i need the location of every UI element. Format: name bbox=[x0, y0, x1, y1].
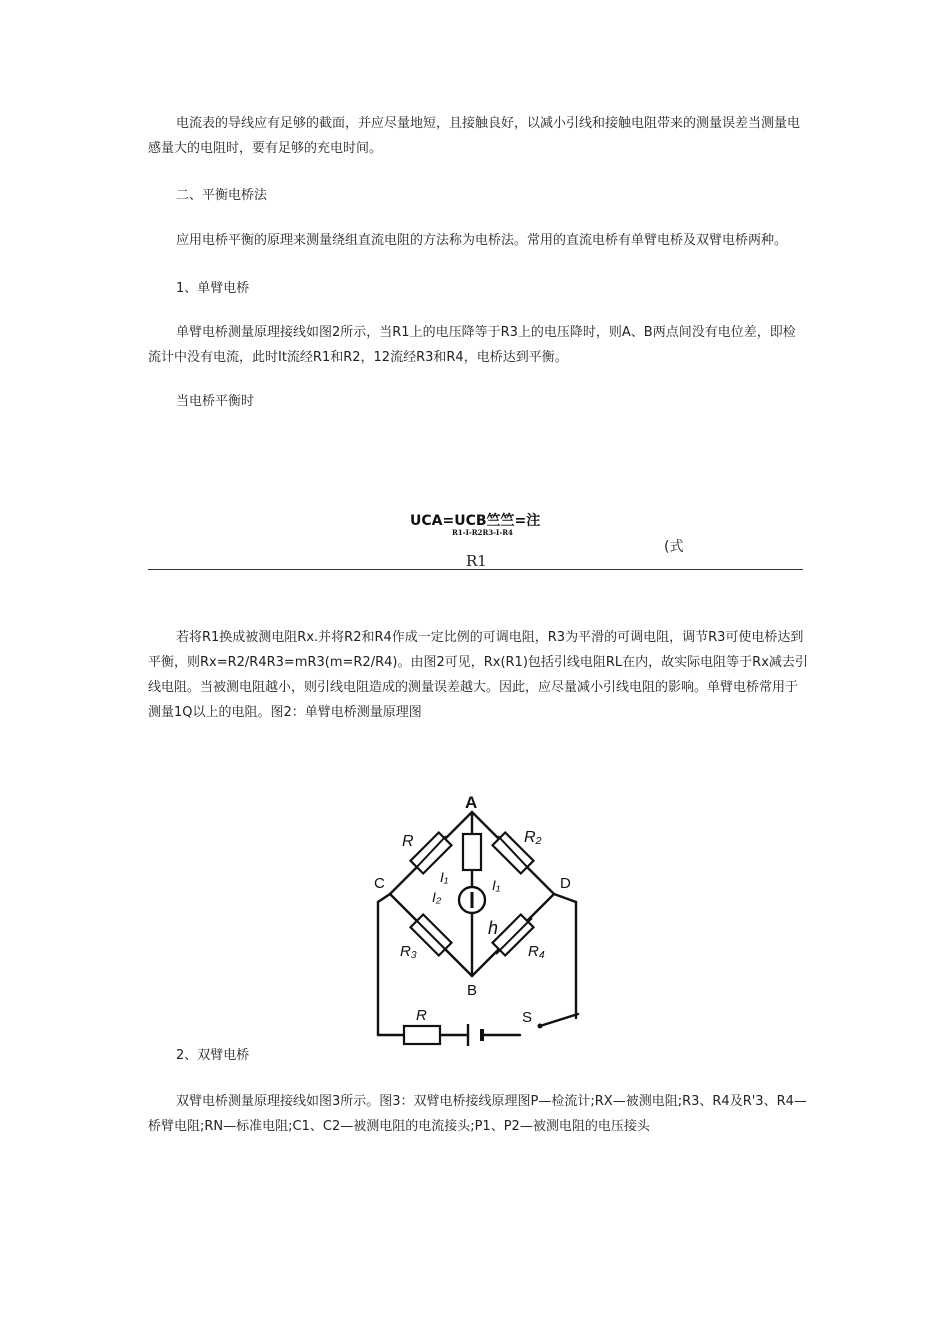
node-label-a: A bbox=[465, 793, 478, 812]
wire-c-outer bbox=[378, 894, 390, 902]
label-r2: R₂ bbox=[524, 829, 542, 846]
label-h: h bbox=[488, 918, 499, 938]
single-arm-bridge-diagram bbox=[370, 790, 585, 1048]
paragraph-lead-wires: 电流表的导线应有足够的截面，并应尽量地短，且接触良好，以减小引线和接触电阻带来的测量误差当测量电感量大的电阻时，要有足够的充电时间。 bbox=[148, 116, 801, 156]
paragraph-rx-measurement: 若将R1换成被测电阻Rx.并将R2和R4作成一定比例的可调电阻，R3为平滑的可调电阻，调节R3可使电桥达到平衡，则Rx=R2/R4R3=mR3(m=R2/R4)。由图2可见，Rx(R1)包括引线电阻RL在内，故实际电阻等于Rx减去引线电阻。当被测电阻越小，则引线电阻造成的测量误差越大。因此，应尽量减小引线电阻的影响。单臂电桥常用于测量1Q以上的电阻。图2：单臂电桥测量原理图 bbox=[148, 630, 808, 720]
heading-single-arm-bridge: 1、单臂电桥 bbox=[176, 281, 250, 296]
wire-d-outer bbox=[554, 894, 576, 902]
resistor-galvanometer-branch bbox=[463, 834, 481, 870]
label-r1: R bbox=[402, 833, 414, 850]
label-battery-resistor: R bbox=[416, 1007, 427, 1024]
formula-label-fragment: (式 bbox=[664, 539, 684, 555]
node-label-b: B bbox=[467, 982, 478, 999]
formula-balance-equation: UCA=UCB竺竺=注 bbox=[410, 513, 541, 529]
label-r4: R₄ bbox=[528, 943, 545, 960]
label-current-right-upper: I₁ bbox=[492, 877, 501, 893]
heading-double-arm-bridge: 2、双臂电桥 bbox=[176, 1048, 250, 1063]
label-r3: R₃ bbox=[400, 943, 417, 960]
paragraph-single-arm-principle: 单臂电桥测量原理接线如图2所示，当R1上的电压降等于R3上的电压降时，则A、B两点间没有电位差，即检流计中没有电流，此时It流经R1和R2，12流经R3和R4，电桥达到平衡。 bbox=[148, 325, 796, 365]
label-current-left-lower: I₂ bbox=[432, 889, 442, 905]
label-current-left-upper: I₁ bbox=[440, 869, 449, 885]
node-label-d: D bbox=[560, 875, 571, 892]
formula-subscript: R1-I-R2R3-I-R4 bbox=[452, 528, 513, 537]
switch-pivot bbox=[538, 1024, 543, 1029]
node-label-c: C bbox=[374, 875, 385, 892]
paragraph-when-balanced: 当电桥平衡时 bbox=[176, 394, 255, 409]
switch-blade bbox=[540, 1014, 578, 1026]
paragraph-bridge-method: 应用电桥平衡的原理来测量绕组直流电阻的方法称为电桥法。常用的直流电桥有单臂电桥及双臂电桥两种。 bbox=[176, 233, 788, 248]
paragraph-double-arm-principle: 双臂电桥测量原理接线如图3所示。图3：双臂电桥接线原理图P—检流计;RX—被测电阻;R3、R4及R'3、R4—桥臂电阻;RN—标准电阻;C1、C2—被测电阻的电流接头;P1、P2—被测电阻的电压接头 bbox=[148, 1094, 807, 1134]
formula-denominator: R1 bbox=[466, 552, 487, 570]
resistor-battery-series bbox=[404, 1026, 440, 1044]
label-switch: S bbox=[522, 1009, 533, 1026]
heading-balanced-bridge: 二、平衡电桥法 bbox=[176, 188, 268, 203]
